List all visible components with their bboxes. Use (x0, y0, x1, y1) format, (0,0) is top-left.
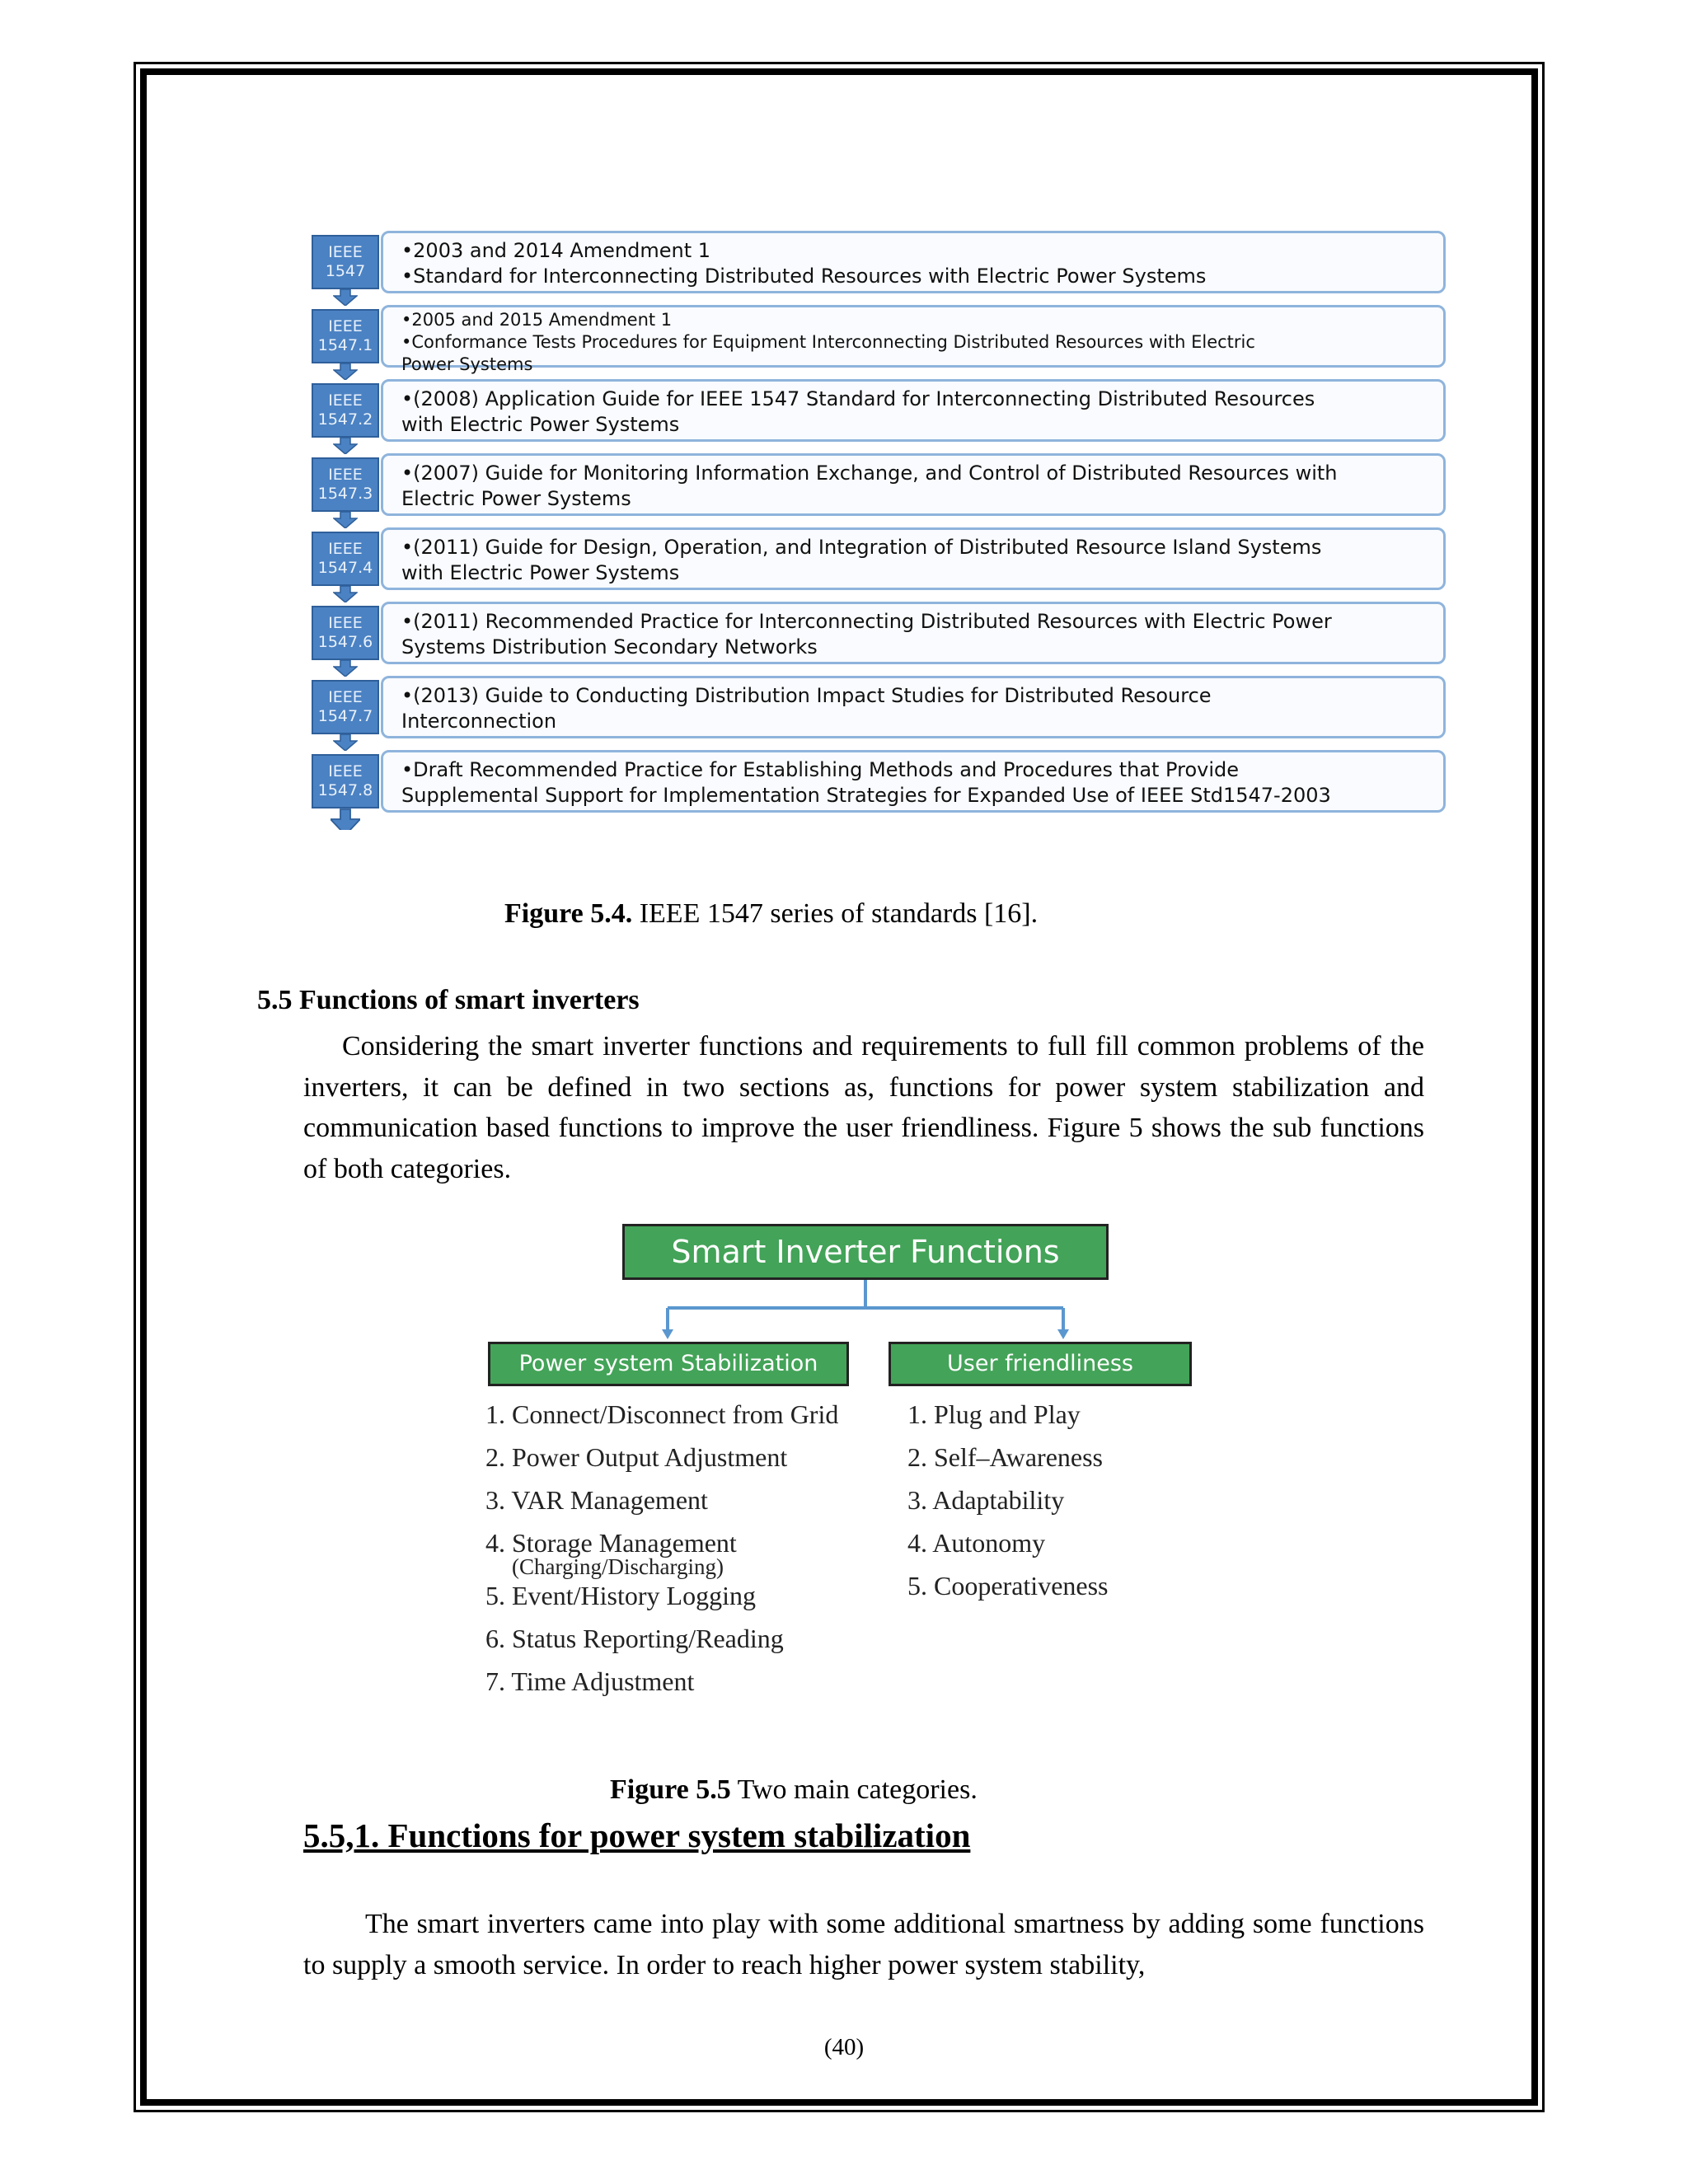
tag-line: 1547.1 (317, 336, 373, 354)
standard-description (381, 231, 1446, 293)
standard-description (381, 379, 1446, 442)
category-power-stabilization: Power system Stabilization (488, 1342, 849, 1386)
description-line: •2005 and 2015 Amendment 1 (401, 310, 673, 330)
description-line: •Standard for Interconnecting Distributed Resources with Electric Power Systems (401, 265, 1207, 288)
standard-row (312, 228, 1449, 296)
description-line: •(2008) Application Guide for IEEE 1547 Standard for Interconnecting Distributed Resources (401, 387, 1315, 410)
description-line: •(2011) Recommended Practice for Interconnecting Distributed Resources with Electric Power (401, 610, 1332, 633)
paragraph-text: The smart inverters came into play with some additional smartness by adding some functions to supply a smooth service. In order to reach higher power system stability, (303, 1909, 1424, 1980)
list-item: 3. VAR Management (485, 1485, 708, 1515)
list-item: 5. Cooperativeness (907, 1571, 1109, 1601)
standard-description (381, 305, 1446, 374)
standard-description (381, 676, 1446, 738)
arrow-head-icon (1057, 1329, 1069, 1339)
standard-row (312, 673, 1449, 741)
arrow-head-icon (662, 1329, 673, 1339)
caption-label: Figure 5.5 (610, 1774, 731, 1805)
tag-line: 1547.7 (317, 707, 373, 725)
list-item: 1. Connect/Disconnect from Grid (485, 1399, 839, 1429)
description-line: •2003 and 2014 Amendment 1 (401, 239, 711, 262)
tag-line: 1547 (325, 262, 366, 280)
description-line: Systems Distribution Secondary Networks (401, 635, 818, 658)
tag-line: 1547.6 (317, 633, 373, 651)
tag-line: IEEE (328, 391, 363, 410)
tag-line: 1547.4 (317, 559, 373, 577)
figure-5-4-caption (504, 898, 1038, 930)
standard-tag (312, 309, 379, 363)
description-line: Power Systems (401, 354, 533, 374)
stabilization-function-list (485, 1393, 838, 1703)
list-item: 4. Storage Management (485, 1528, 737, 1558)
standard-tag (312, 383, 379, 438)
tag-line: 1547.3 (317, 485, 373, 503)
subsection-paragraph (303, 1904, 1424, 1985)
standard-description (381, 527, 1446, 590)
list-item: 2. Self–Awareness (907, 1442, 1103, 1472)
figure-5-4-ieee-standards (312, 228, 1449, 848)
list-item: 7. Time Adjustment (485, 1666, 695, 1696)
standard-row (312, 748, 1449, 815)
standard-tag (312, 754, 379, 808)
paragraph-text: Considering the smart inverter functions and requirements to full fill common problems of the inverters, it can be defined in two sections as, functions for power system stabilization and communication based functions to improve the user friendliness. Figure 5 shows the sub functions of both categories. (303, 1031, 1424, 1184)
tag-line: IEEE (328, 243, 363, 261)
standard-row (312, 451, 1449, 518)
description-line: •Draft Recommended Practice for Establishing Methods and Procedures that Provide (401, 758, 1240, 781)
standard-tag (312, 532, 379, 586)
tag-line: IEEE (328, 466, 363, 484)
list-item: 1. Plug and Play (907, 1399, 1081, 1429)
user-friendliness-function-list (907, 1393, 1109, 1607)
description-line: Interconnection (401, 710, 557, 733)
standard-description (381, 602, 1446, 664)
list-item: 5. Event/History Logging (485, 1581, 756, 1610)
caption-label: Figure 5.4. (504, 898, 633, 929)
description-line: •(2007) Guide for Monitoring Information Exchange, and Control of Distributed Resources with (401, 462, 1338, 485)
tag-line: IEEE (328, 317, 363, 335)
tag-line: IEEE (328, 762, 363, 780)
list-item-note: (Charging/Discharging) (512, 1554, 724, 1579)
list-item: 6. Status Reporting/Reading (485, 1624, 784, 1653)
standard-row (312, 599, 1449, 667)
standard-row (312, 302, 1449, 374)
tag-line: 1547.2 (317, 410, 373, 429)
diagram-title-box: Smart Inverter Functions (622, 1224, 1109, 1280)
standard-tag (312, 235, 379, 289)
down-arrow-icon (331, 808, 360, 830)
tag-line: IEEE (328, 614, 363, 632)
tag-line: IEEE (328, 540, 363, 558)
subsection-heading: 5.5,1. Functions for power system stabilization (303, 1816, 971, 1854)
description-line: •Conformance Tests Procedures for Equipment Interconnecting Distributed Resources with Electric (401, 332, 1255, 352)
tag-line: IEEE (328, 688, 363, 706)
caption-text: IEEE 1547 series of standards [16]. (632, 898, 1039, 929)
description-line: •(2011) Guide for Design, Operation, and Integration of Distributed Resource Island Systems (401, 536, 1322, 559)
tag-line: 1547.8 (317, 781, 373, 799)
list-item: 3. Adaptability (907, 1485, 1065, 1515)
list-item: 2. Power Output Adjustment (485, 1442, 788, 1472)
standard-description (381, 750, 1446, 813)
category-user-friendliness: User friendliness (889, 1342, 1192, 1386)
description-line: with Electric Power Systems (401, 561, 680, 584)
standard-row (312, 525, 1449, 593)
description-line: Electric Power Systems (401, 487, 631, 510)
standard-tag (312, 457, 379, 512)
standard-row (312, 377, 1449, 444)
description-line: with Electric Power Systems (401, 413, 680, 436)
description-line: Supplemental Support for Implementation Strategies for Expanded Use of IEEE Std1547-2003 (401, 784, 1331, 807)
standard-description (381, 453, 1446, 516)
standard-tag (312, 606, 379, 660)
section-heading: 5.5 Functions of smart inverters (257, 985, 640, 1015)
standard-tag (312, 680, 379, 734)
figure-5-5-smart-inverter-functions (482, 1216, 1199, 1727)
list-item: 4. Autonomy (907, 1528, 1046, 1558)
figure-5-5-caption (610, 1774, 978, 1806)
description-line: •(2013) Guide to Conducting Distribution Impact Studies for Distributed Resource (401, 684, 1212, 707)
page-number: (40) (823, 2034, 865, 2060)
caption-text: Two main categories. (730, 1774, 978, 1805)
section-paragraph (303, 1026, 1424, 1189)
